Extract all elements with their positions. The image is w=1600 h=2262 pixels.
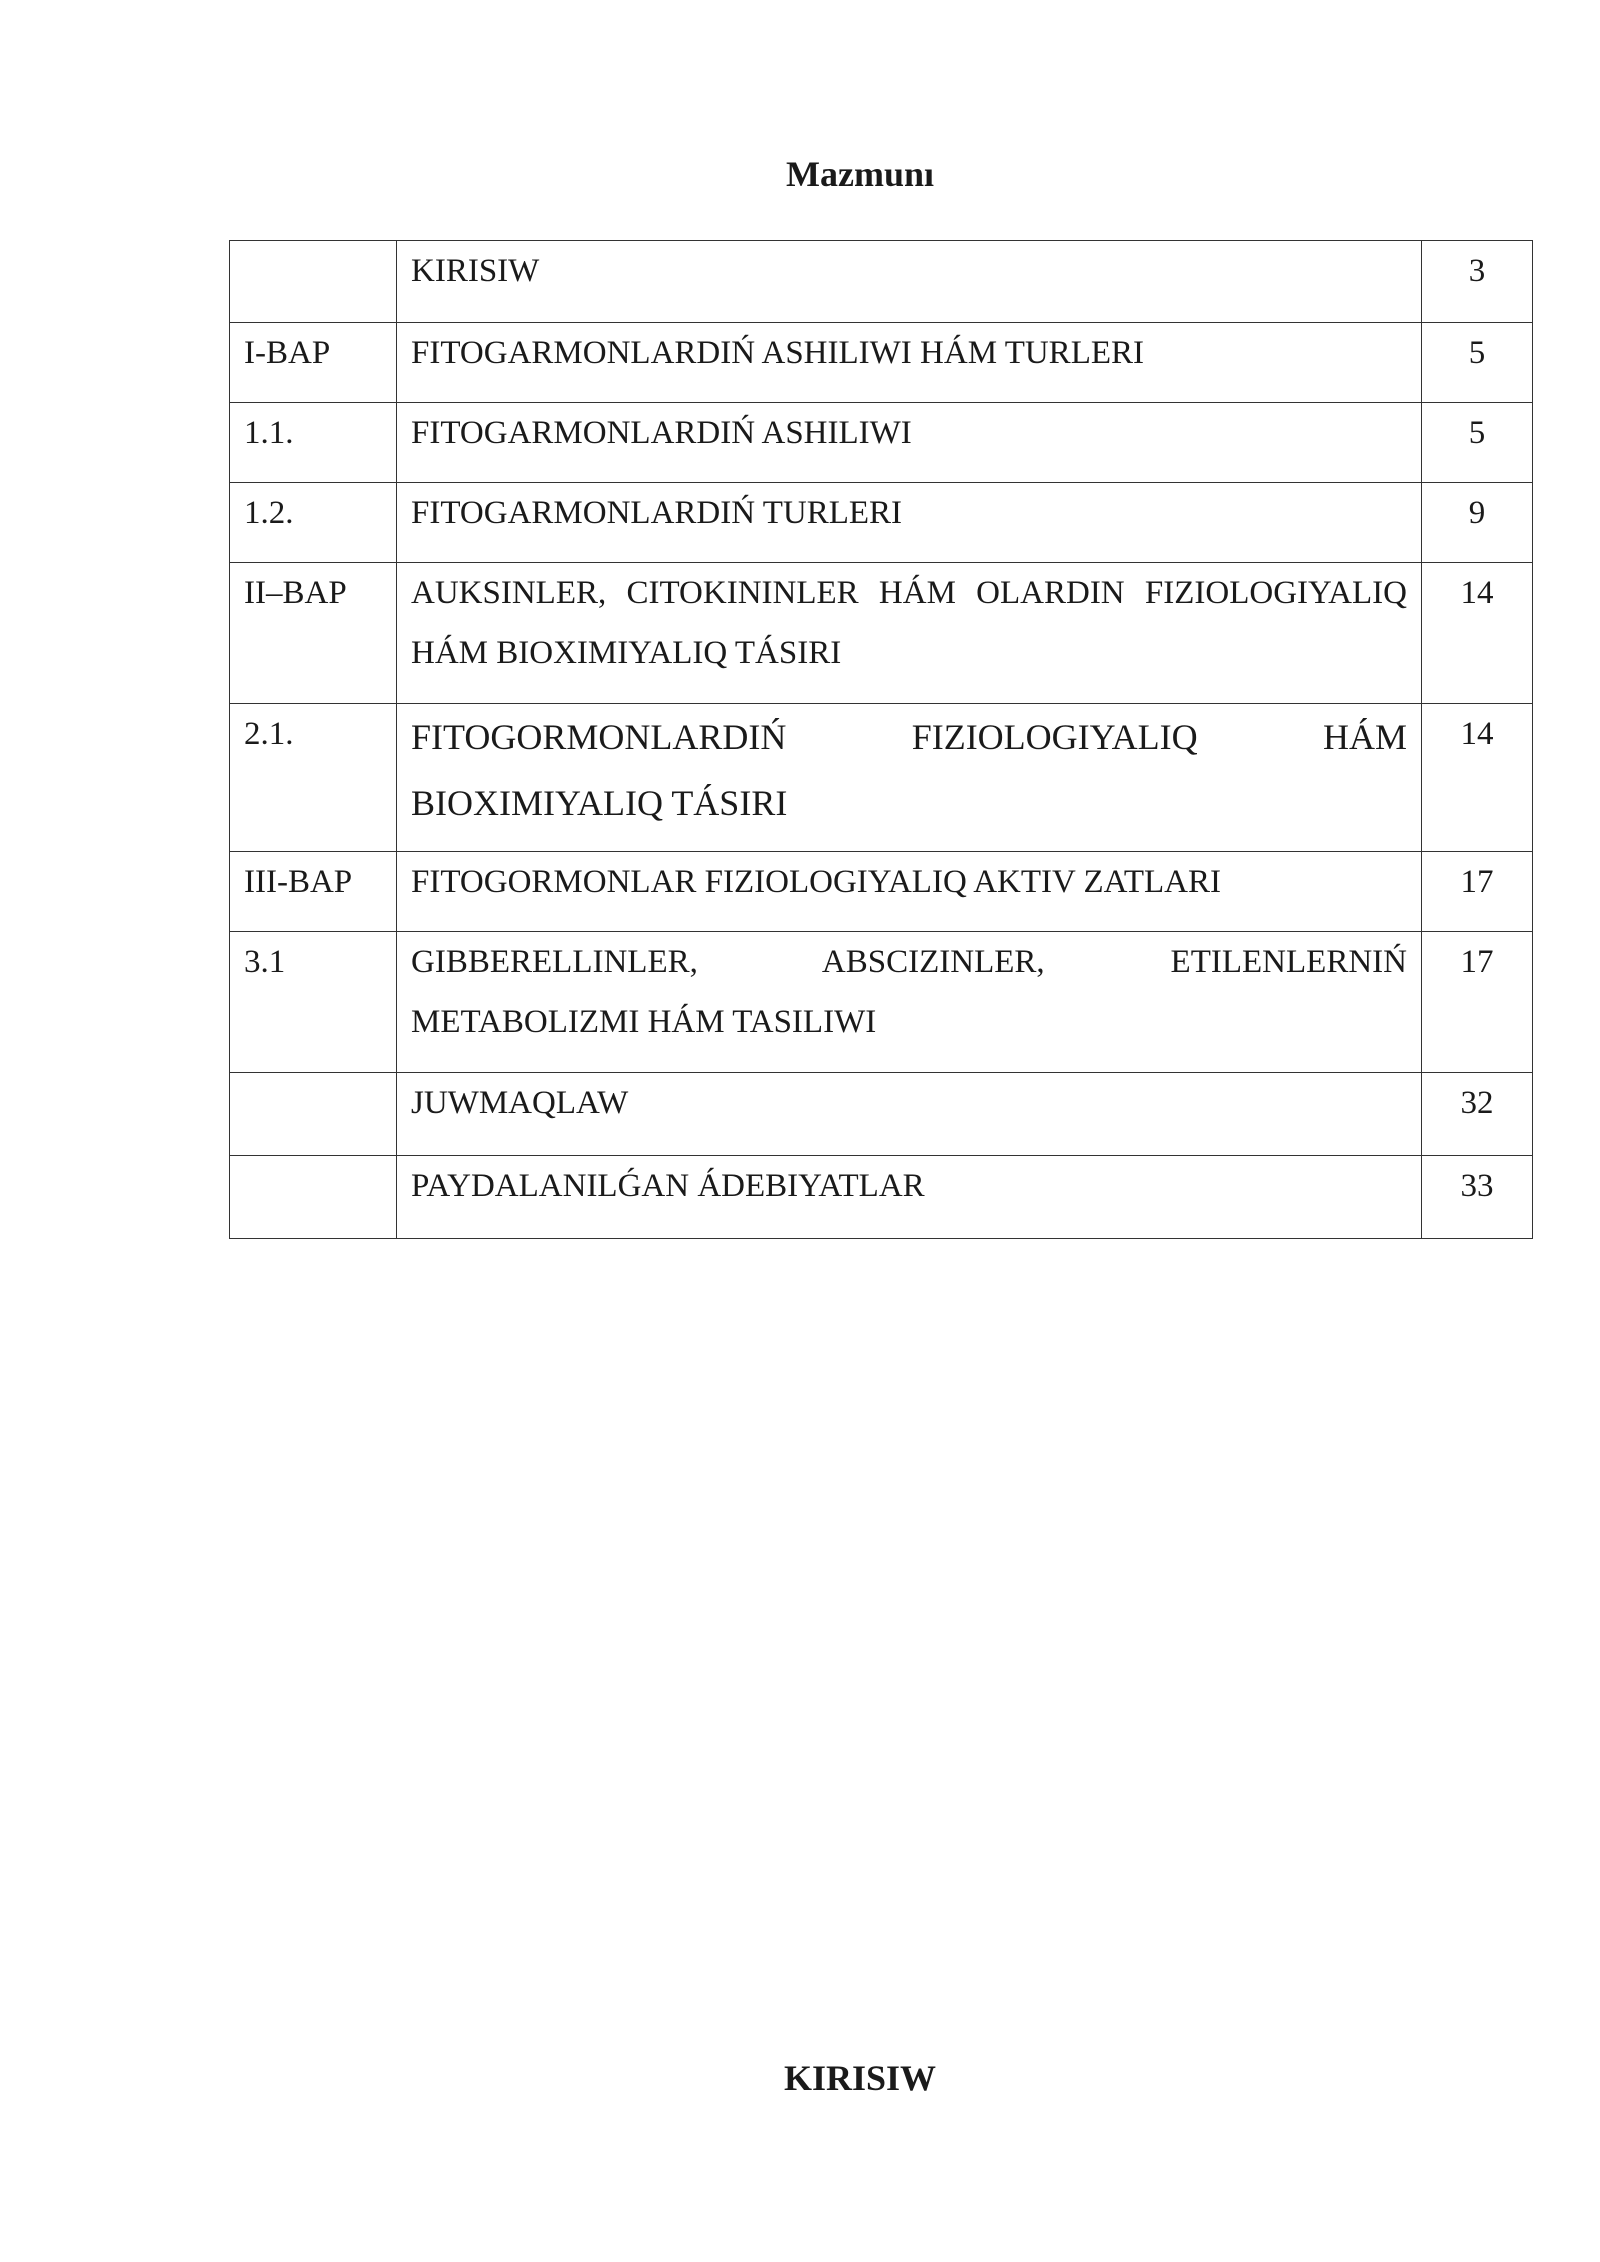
toc-row-title: FITOGARMONLARDIŃ ASHILIWI HÁM TURLERI <box>397 323 1422 403</box>
toc-row-title: KIRISIW <box>397 241 1422 323</box>
toc-row-page: 17 <box>1422 932 1533 1073</box>
toc-row-number <box>230 241 397 323</box>
toc-row <box>230 563 1533 704</box>
toc-row-number <box>230 1073 397 1156</box>
toc-row-number: 1.1. <box>230 403 397 483</box>
toc-row-number: 1.2. <box>230 483 397 563</box>
toc-row-title: FITOGORMONLAR FIZIOLOGIYALIQ AKTIV ZATLARI <box>397 852 1422 932</box>
toc-row-number: 3.1 <box>230 932 397 1073</box>
toc-row-page: 33 <box>1422 1156 1533 1239</box>
toc-row-title: FITOGARMONLARDIŃ ASHILIWI <box>397 403 1422 483</box>
toc-row <box>230 932 1533 1073</box>
toc-row <box>230 1073 1533 1156</box>
toc-row-title: PAYDALANILǴAN ÁDEBIYATLAR <box>397 1156 1422 1239</box>
toc-row <box>230 323 1533 403</box>
toc-title: Mazmunı <box>786 154 934 194</box>
toc-row-number: III-BAP <box>230 852 397 932</box>
toc-row-page: 17 <box>1422 852 1533 932</box>
toc-row-title: AUKSINLER, CITOKININLER HÁM OLARDIN FIZIOLOGIYALIQ HÁM BIOXIMIYALIQ TÁSIRI <box>397 563 1422 704</box>
toc-row <box>230 241 1533 323</box>
toc-row <box>230 483 1533 563</box>
toc-row <box>230 852 1533 932</box>
toc-row-title: GIBBERELLINLER, ABSCIZINLER, ETILENLERNIŃ METABOLIZMI HÁM TASILIWI <box>397 932 1422 1073</box>
toc-row-page: 14 <box>1422 563 1533 704</box>
toc-row-page: 5 <box>1422 403 1533 483</box>
toc-row-number: 2.1. <box>230 704 397 852</box>
toc-table <box>229 240 1533 1239</box>
toc-row-title: JUWMAQLAW <box>397 1073 1422 1156</box>
toc-row-page: 3 <box>1422 241 1533 323</box>
toc-row-page: 9 <box>1422 483 1533 563</box>
toc-row <box>230 704 1533 852</box>
toc-row-number <box>230 1156 397 1239</box>
toc-row <box>230 1156 1533 1239</box>
toc-row-page: 32 <box>1422 1073 1533 1156</box>
toc-row-number: II–BAP <box>230 563 397 704</box>
toc-row-page: 5 <box>1422 323 1533 403</box>
toc-row-number: I-BAP <box>230 323 397 403</box>
toc-row-title: FITOGARMONLARDIŃ TURLERI <box>397 483 1422 563</box>
toc-row <box>230 403 1533 483</box>
section-heading: KIRISIW <box>783 2058 937 2098</box>
toc-row-title: FITOGORMONLARDIŃ FIZIOLOGIYALIQ HÁM BIOXIMIYALIQ TÁSIRI <box>397 704 1422 852</box>
toc-row-page: 14 <box>1422 704 1533 852</box>
